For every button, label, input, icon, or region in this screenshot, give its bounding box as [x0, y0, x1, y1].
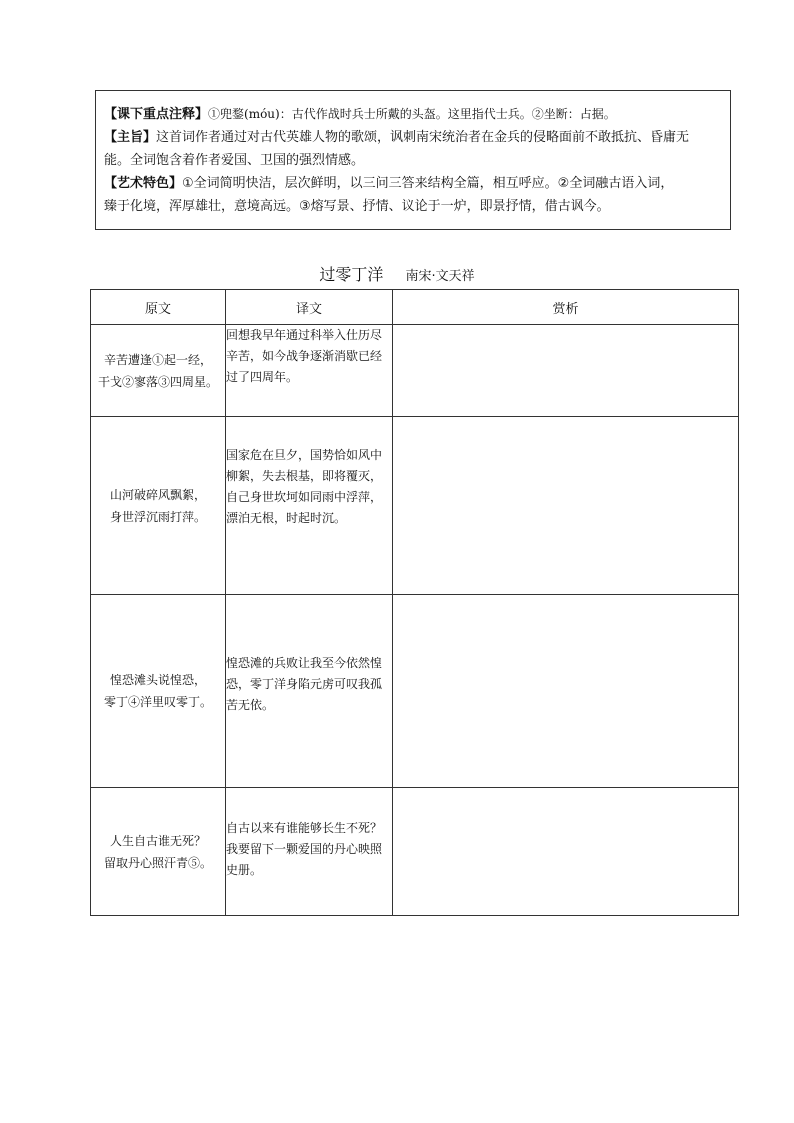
table-row	[91, 788, 739, 916]
appreciation-cell[interactable]	[393, 595, 739, 788]
note-tag-theme: 【主旨】	[104, 130, 157, 145]
original-line: 辛苦遭逢①起一经，	[103, 352, 212, 367]
table-row	[91, 417, 739, 595]
original-line: 山河破碎风飘絮，	[109, 487, 206, 502]
original-line: 零丁④洋里叹零丁。	[103, 695, 212, 709]
table-header-row	[91, 290, 739, 325]
table-row	[91, 595, 739, 788]
note-tag-annotation: 【课下重点注释】	[104, 107, 209, 122]
poem-table	[90, 289, 739, 916]
table-row	[91, 325, 739, 417]
note-tag-art: 【艺术特色】	[104, 176, 183, 191]
translation-cell: 惶恐滩的兵败让我至今依然惶恐，零丁洋身陷元虏可叹我孤苦无依。	[226, 595, 393, 788]
notes-box	[95, 90, 731, 230]
notes-line-3: 能。全词饱含着作者爱国、卫国的强烈情感。	[104, 153, 365, 168]
translation-cell: 国家危在旦夕，国势恰如风中柳絮，失去根基，即将覆灭，自己身世坎坷如同雨中浮萍，漂泊无根，时起时沉。	[226, 417, 393, 595]
original-cell	[91, 325, 226, 417]
original-cell	[91, 417, 226, 595]
appreciation-cell[interactable]	[393, 325, 739, 417]
translation-cell: 自古以来有谁能够长生不死？我要留下一颗爱国的丹心映照史册。	[226, 788, 393, 916]
header-appreciation: 赏析	[393, 290, 739, 325]
notes-line-5: 臻于化境，浑厚雄壮，意境高远。③熔写景、抒情、议论于一炉，即景抒情，借古讽今。	[104, 199, 610, 214]
original-cell	[91, 788, 226, 916]
note-art-text: ①全词简明快洁，层次鲜明，以三问三答来结构全篇，相互呼应。②全词融古语入词，	[182, 176, 674, 191]
notes-line-4	[104, 172, 722, 195]
notes-line-1	[104, 103, 722, 126]
header-translation: 译文	[226, 290, 393, 325]
translation-cell: 回想我早年通过科举入仕历尽辛苦，如今战争逐渐消歇已经过了四周年。	[226, 325, 393, 417]
original-line: 身世浮沉雨打萍。	[109, 509, 206, 524]
poem-author: 南宋·文天祥	[405, 269, 475, 284]
original-line: 留取丹心照汗青⑤。	[103, 855, 212, 870]
poem-title: 过零丁洋	[319, 265, 384, 284]
appreciation-cell[interactable]	[393, 417, 739, 595]
note-annotation-text: ①兜鍪(móu)：古代作战时兵士所戴的头盔。这里指代士兵。②坐断：占据。	[208, 107, 616, 121]
original-line: 人生自古谁无死？	[109, 833, 206, 848]
original-line: 干戈②寥落③四周星。	[97, 374, 218, 389]
original-line: 惶恐滩头说惶恐，	[109, 673, 206, 687]
original-cell	[91, 595, 226, 788]
notes-line-2	[104, 126, 722, 149]
poem-heading	[0, 262, 794, 285]
note-theme-text: 这首词作者通过对古代英雄人物的歌颂，讽刺南宋统治者在金兵的侵略面前不敢抵抗、昏庸无	[156, 130, 690, 145]
header-original: 原文	[91, 290, 226, 325]
appreciation-cell[interactable]	[393, 788, 739, 916]
